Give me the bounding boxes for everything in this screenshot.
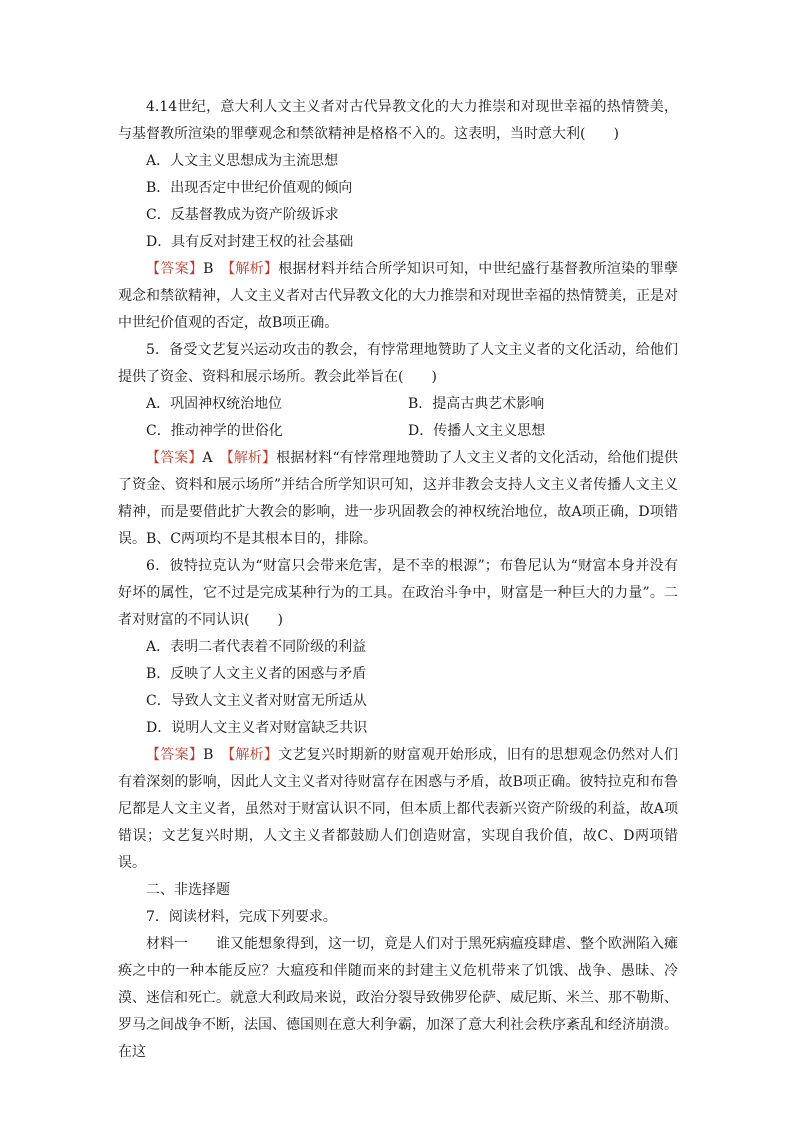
q6-answer xyxy=(118,742,678,877)
q5-stem: 5．备受文艺复兴运动攻击的教会，有悖常理地赞助了人文主义者的文化活动，给他们提供了资金、资料和展示场所。教会此举旨在( ) xyxy=(118,342,678,385)
q6-option-c: C．导致人文主义者对财富无所适从 xyxy=(146,693,367,709)
q4-stem: 4.14世纪，意大利人文主义者对古代异教文化的大力推崇和对现世幸福的热情赞美，与基督教所渲染的罪孽观念和禁欲精神是格格不入的。这表明，当时意大利( ) xyxy=(118,99,678,142)
answer-value: B xyxy=(203,747,214,763)
q6-stem: 6．彼特拉克认为“财富只会带来危害，是不幸的根源”；布鲁尼认为“财富本身并没有好坏的属性，它不过是完成某种行为的工具。在政治斗争中，财富是一种巨大的力量”。二者对财富的不同认识( ) xyxy=(118,558,678,628)
q7-material-1: 材料一 谁又能想象得到，这一切，竟是人们对于黑死病瘟疫肆虐、整个欧洲陷入瘫痪之中的一种本能反应？大瘟疫和伴随而来的封建主义危机带来了饥饿、战争、愚昧、冷漠、迷信和死亡。就意大利政局来说，政治分裂导致佛罗伦萨、威尼斯、米兰、那不勒斯、罗马之间战争不断，法国、德国则在意大利争霸，加深了意大利社会秩序紊乱和经济崩溃。在这 xyxy=(118,936,678,1060)
section-heading: 二、非选择题 xyxy=(146,882,230,898)
q7-stem: 7．阅读材料，完成下列要求。 xyxy=(146,909,337,925)
q5-options-row-2 xyxy=(118,418,678,445)
answer-value: A xyxy=(202,450,213,466)
q5-option-d: D．传播人文主义思想 xyxy=(408,423,546,439)
q4-option-d: D．具有反对封建王权的社会基础 xyxy=(146,234,354,250)
explanation-label: 【解析】 xyxy=(228,747,279,763)
answer-label: 【答案】 xyxy=(146,450,203,466)
q6-option-b: B．反映了人文主义者的困惑与矛盾 xyxy=(146,666,367,682)
q4-answer xyxy=(118,256,678,337)
explanation-label: 【解析】 xyxy=(226,450,277,466)
answer-value: B xyxy=(203,261,214,277)
explanation-text: 根据材料“有悖常理地赞助了人文主义者的文化活动，给他们提供了资金、资料和展示场所”并结合所学知识可知，这并非教会支持人文主义者传播人文主义精神，而是要借此扩大教会的影响，进一步巩固教会的神权统治地位，故A项正确，D项错误。B、C两项均不是其根本目的，排除。 xyxy=(118,450,679,547)
explanation-label: 【解析】 xyxy=(228,261,279,277)
q5-option-c: C．推动神学的世俗化 xyxy=(146,423,283,439)
q5-option-b: B．提高古典艺术影响 xyxy=(408,396,545,412)
document-body xyxy=(118,94,678,1066)
explanation-text: 文艺复兴时期新的财富观开始形成，旧有的思想观念仍然对人们有着深刻的影响，因此人文主义者对待财富存在困惑与矛盾，故B项正确。彼特拉克和布鲁尼都是人文主义者，虽然对于财富认识不同，但本质上都代表新兴资产阶级的利益，故A项错误；文艺复兴时期，人文主义者都鼓励人们创造财富，实现自我价值，故C、D两项错误。 xyxy=(118,747,679,871)
q6-option-a: A．表明二者代表着不同阶级的利益 xyxy=(146,639,367,655)
answer-label: 【答案】 xyxy=(146,261,204,277)
q5-answer xyxy=(118,445,678,553)
q6-option-d: D．说明人文主义者对财富缺乏共识 xyxy=(146,720,368,736)
explanation-text: 根据材料并结合所学知识可知，中世纪盛行基督教所渲染的罪孽观念和禁欲精神，人文主义者对古代异教文化的大力推崇和对现世幸福的热情赞美，正是对中世纪价值观的否定，故B项正确。 xyxy=(118,261,679,331)
q4-option-c: C．反基督教成为资产阶级诉求 xyxy=(146,207,339,223)
answer-label: 【答案】 xyxy=(146,747,204,763)
q5-options-row-1 xyxy=(118,391,678,418)
q5-option-a: A．巩固神权统治地位 xyxy=(146,396,283,412)
q4-option-a: A．人文主义思想成为主流思想 xyxy=(146,153,339,169)
q4-option-b: B．出现否定中世纪价值观的倾向 xyxy=(146,180,353,196)
